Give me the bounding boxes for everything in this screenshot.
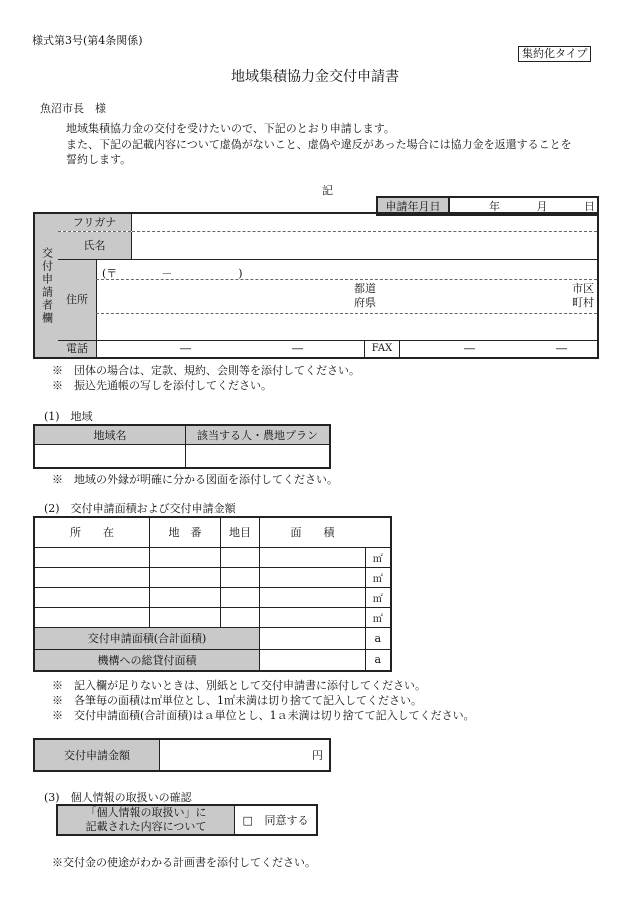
lot-cell[interactable] — [150, 607, 221, 627]
date-label: 申請年月日 — [377, 197, 449, 215]
yen-label: 円 — [312, 749, 323, 762]
agree-label: 同意する — [264, 814, 309, 827]
land-cell[interactable] — [221, 547, 260, 567]
section-2-heading: (2) 交付申請面積および交付申請金額 — [44, 502, 236, 515]
phone-dash-2: ― — [292, 342, 303, 355]
total-area-label: 交付申請面積(合計面積) — [34, 627, 260, 649]
amount-label: 交付申請金額 — [34, 739, 160, 771]
todofuken-label — [354, 282, 376, 310]
furigana-label: フリガナ — [58, 214, 132, 231]
table-row — [34, 587, 391, 607]
page-title: 地域集積協力金交付申請書 — [231, 69, 399, 85]
phone-field[interactable] — [96, 341, 365, 357]
form-number: 様式第3号(第4条関係) — [32, 34, 143, 47]
privacy-label — [57, 805, 235, 835]
postal-code: (〒 － ) — [102, 267, 243, 280]
area-cell[interactable] — [260, 587, 366, 607]
region-name-header: 地域名 — [34, 425, 186, 444]
applicant-section-text: 交付申請者欄 — [40, 246, 54, 325]
fax-label: FAX — [365, 341, 400, 357]
section-1-heading: (1) 地域 — [44, 410, 93, 423]
year-label: 年 — [489, 200, 500, 213]
lot-cell[interactable] — [150, 567, 221, 587]
location-cell[interactable] — [34, 567, 150, 587]
land-type-header: 地目 — [221, 517, 260, 547]
unit-m2: ㎡ — [365, 567, 391, 587]
unit-m2: ㎡ — [365, 547, 391, 567]
total-lending-cell[interactable] — [260, 649, 366, 671]
region-name-cell[interactable] — [34, 444, 186, 468]
privacy-line-2: 記載された内容について — [85, 820, 207, 833]
amount-field[interactable] — [160, 739, 331, 771]
shiku-line-1: 市区 — [572, 282, 594, 295]
area-cell[interactable] — [260, 547, 366, 567]
privacy-line-1: 「個人情報の取扱い」に — [85, 806, 207, 819]
table-row — [34, 567, 391, 587]
fax-field[interactable] — [400, 341, 597, 357]
phone-label: 電話 — [58, 341, 97, 357]
location-header: 所 在 — [34, 517, 150, 547]
applicant-section-label — [35, 214, 59, 357]
location-cell[interactable] — [34, 607, 150, 627]
amount-table — [33, 738, 331, 772]
section-2-note-3: ※ 交付申請面積(合計面積)はａ単位とし、1ａ未満は切り捨てて記入してください。 — [52, 709, 475, 722]
total-lending-label: 機構への総貸付面積 — [34, 649, 260, 671]
privacy-agree-cell — [235, 805, 318, 835]
intro-line-1: 地域集積協力金の交付を受けたいので、下記のとおり申請します。 — [66, 122, 395, 135]
unit-m2: ㎡ — [365, 587, 391, 607]
note-top-1: ※ 団体の場合は、定款、規約、会則等を添付してください。 — [52, 364, 360, 377]
shiku-label — [572, 282, 594, 310]
todofuken-line-2: 府県 — [354, 296, 376, 309]
privacy-table — [56, 804, 318, 836]
furigana-field[interactable] — [132, 214, 597, 232]
phone-dash-1: ― — [180, 342, 191, 355]
area-cell[interactable] — [260, 567, 366, 587]
table-row — [34, 547, 391, 567]
location-cell[interactable] — [34, 547, 150, 567]
addressee: 魚沼市長 様 — [40, 102, 106, 115]
note-top-2: ※ 振込先通帳の写しを添付してください。 — [52, 379, 272, 392]
region-plan-cell[interactable] — [186, 444, 331, 468]
fax-dash-2: ― — [556, 342, 567, 355]
section-3-heading: (3) 個人情報の取扱いの確認 — [44, 791, 192, 804]
name-field[interactable] — [132, 232, 597, 259]
lot-cell[interactable] — [150, 547, 221, 567]
name-label: 氏名 — [58, 232, 132, 259]
land-cell[interactable] — [221, 567, 260, 587]
address-label: 住所 — [58, 260, 97, 340]
section-1-note: ※ 地域の外縁が明確に分かる図面を添付してください。 — [52, 473, 338, 486]
table-row — [34, 607, 391, 627]
land-cell[interactable] — [221, 607, 260, 627]
unit-a: a — [365, 627, 391, 649]
shiku-line-2: 町村 — [572, 296, 594, 309]
address-line-divider — [96, 313, 597, 314]
region-plan-header: 該当する人・農地プラン — [186, 425, 331, 444]
area-table — [33, 516, 392, 672]
day-label: 日 — [584, 200, 595, 213]
intro-line-3: 誓約します。 — [66, 153, 132, 166]
agree-checkbox[interactable]: □ — [242, 814, 253, 827]
todofuken-line-1: 都道 — [354, 282, 376, 295]
month-label: 月 — [536, 200, 548, 213]
address-field[interactable] — [96, 260, 597, 340]
fax-dash-1: ― — [464, 342, 475, 355]
lot-cell[interactable] — [150, 587, 221, 607]
section-2-note-2: ※ 各筆毎の面積は㎡単位とし、1㎡未満は切り捨てて記入してください。 — [52, 694, 422, 707]
ki-label: 記 — [322, 184, 333, 197]
land-cell[interactable] — [221, 587, 260, 607]
type-badge: 集約化タイプ — [518, 46, 591, 62]
footer-note: ※交付金の使途がわかる計画書を添付してください。 — [52, 856, 316, 869]
location-cell[interactable] — [34, 587, 150, 607]
region-table — [33, 424, 331, 469]
area-header: 面 積 — [260, 517, 366, 547]
unit-a: a — [365, 649, 391, 671]
lot-header: 地 番 — [150, 517, 221, 547]
total-area-cell[interactable] — [260, 627, 366, 649]
area-cell[interactable] — [260, 607, 366, 627]
unit-m2: ㎡ — [365, 607, 391, 627]
applicant-table — [33, 212, 599, 359]
section-2-note-1: ※ 記入欄が足りないときは、別紙として交付申請書に添付してください。 — [52, 679, 426, 692]
postal-divider — [96, 279, 597, 280]
intro-line-2: また、下記の記載内容について虚偽がないこと、虚偽や違反があった場合には協力金を返還することを — [66, 138, 572, 151]
area-header-unit — [365, 517, 391, 547]
